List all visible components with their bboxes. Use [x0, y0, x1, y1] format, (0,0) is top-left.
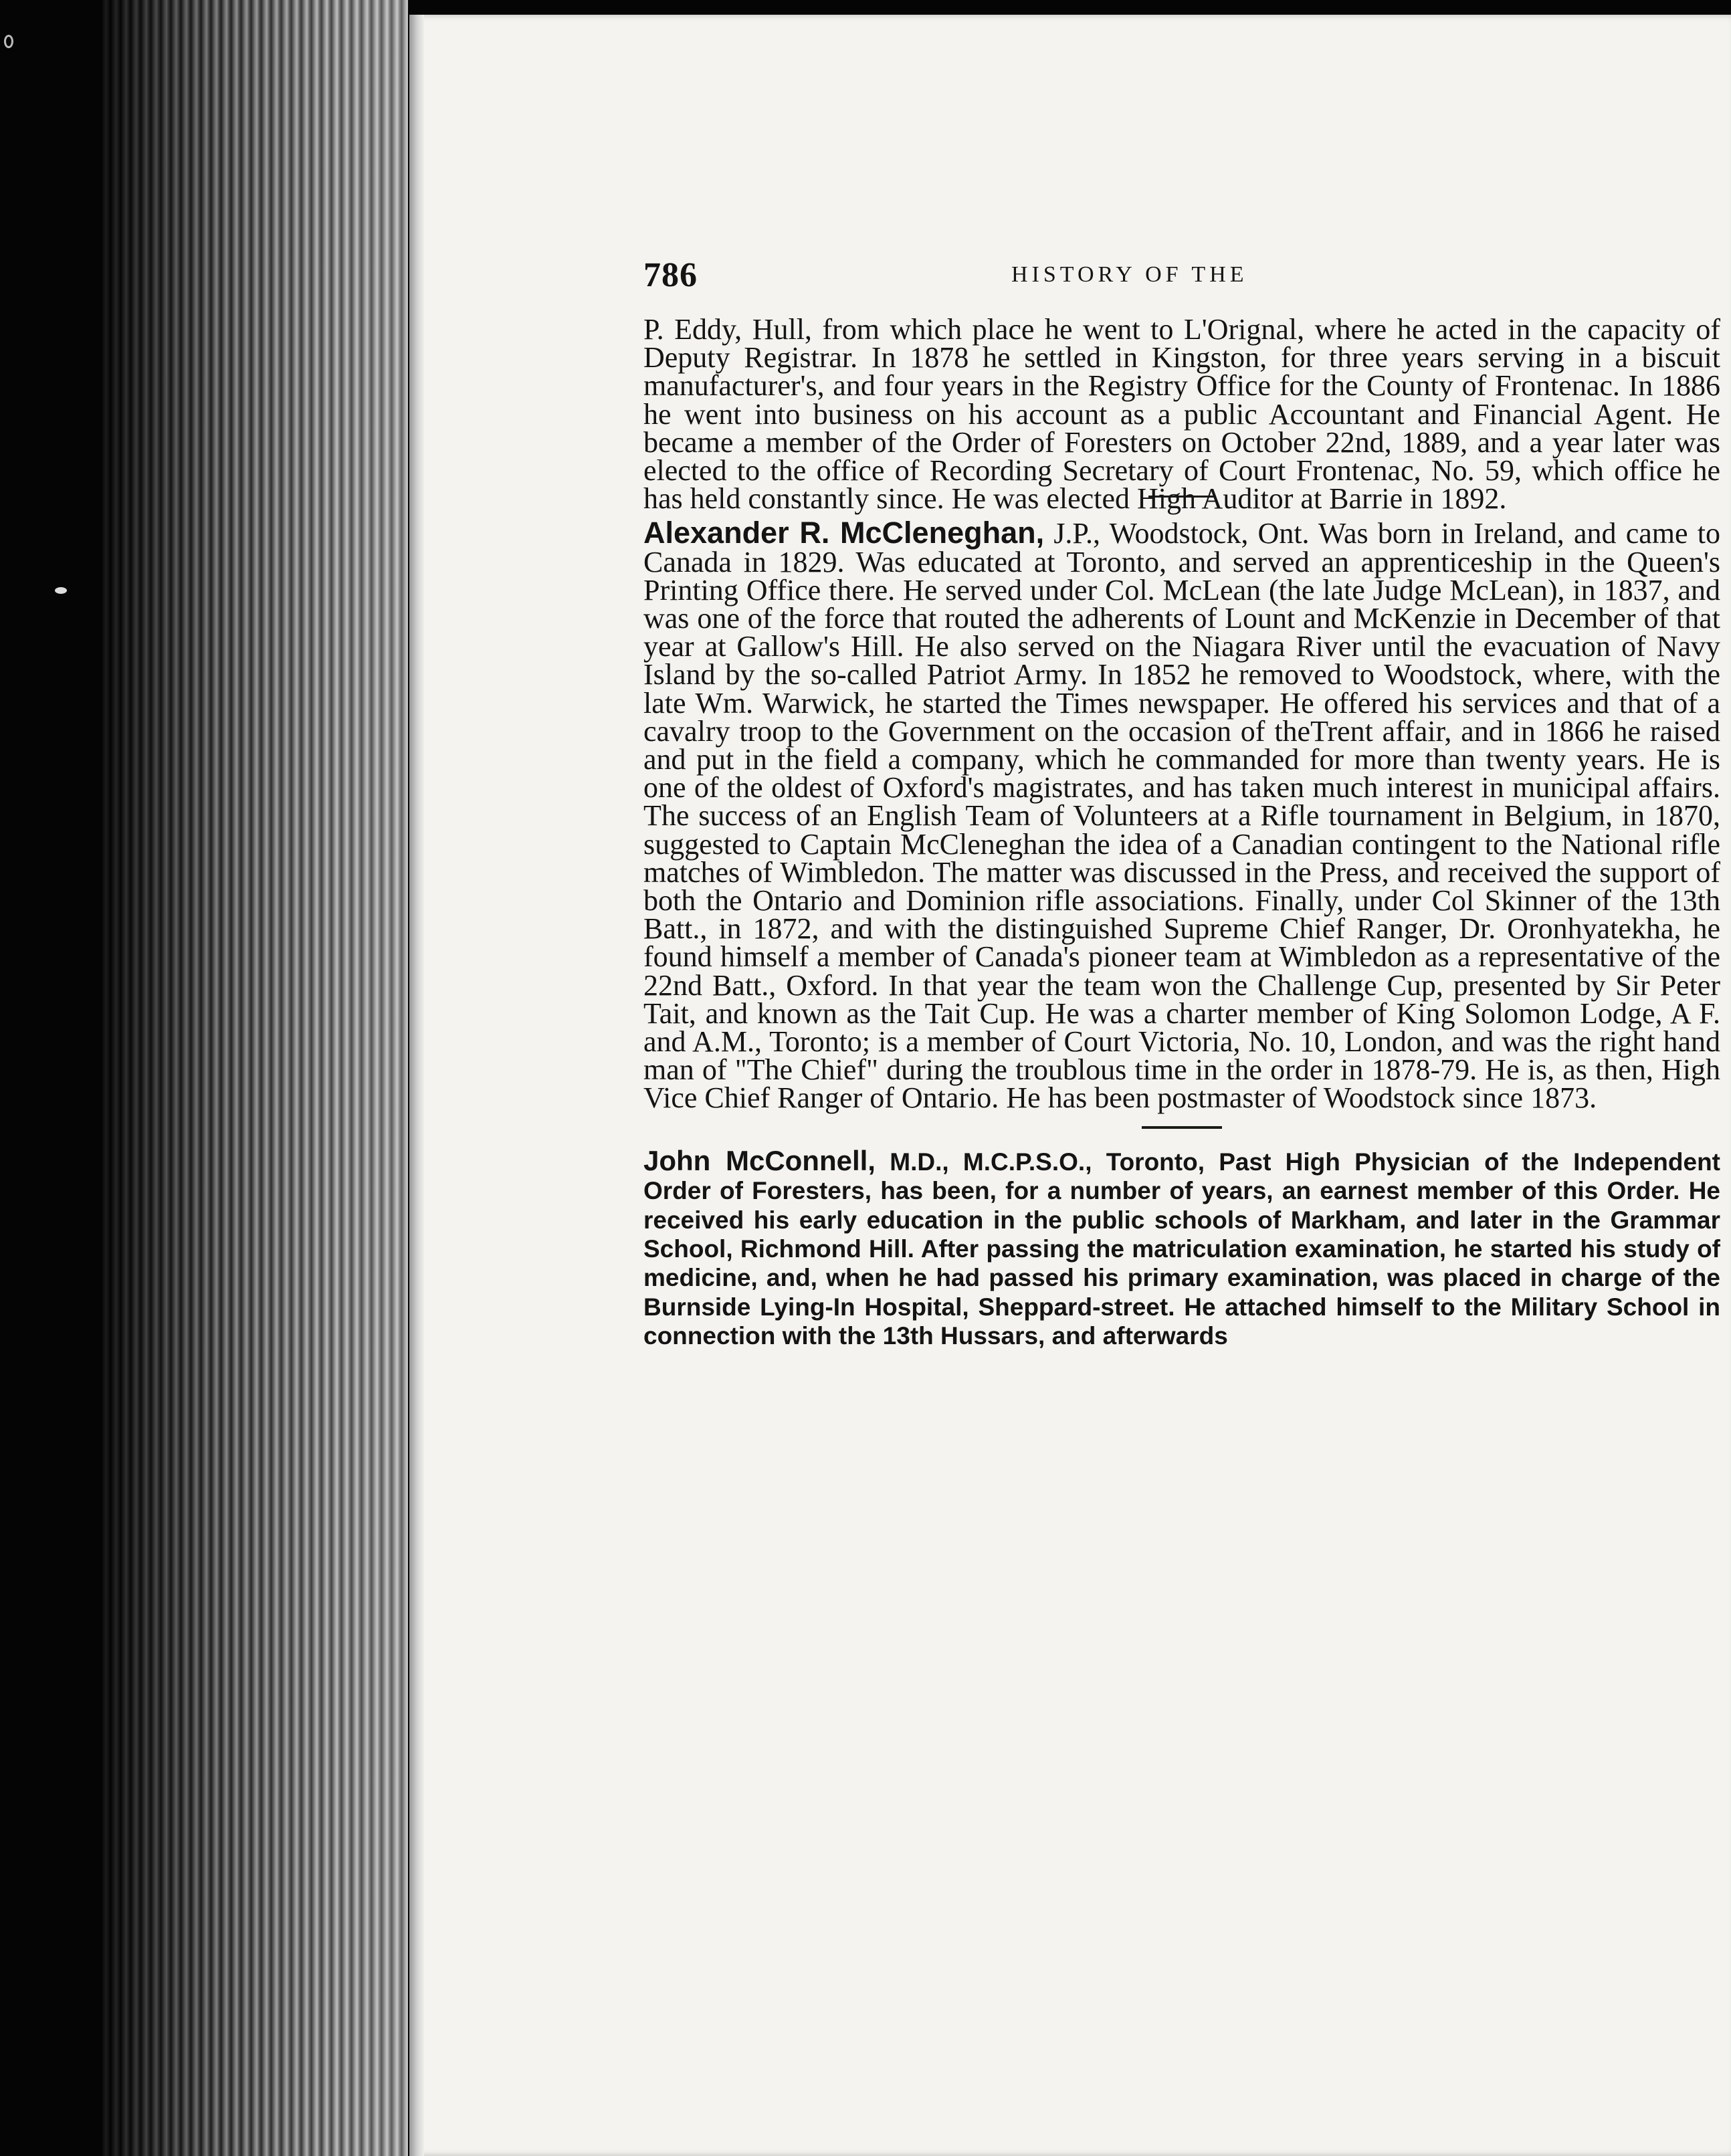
entry-text: M.D., M.C.P.S.O., Toronto, Past High Physician of the Independent Order of Foresters, has been, for a number of years, an earnest member of this Order. He received his early education in the public schools of Markham, and later in the Grammar School, Richmond Hill. After passing the matriculation examination, he started his study of medicine, and, when he had passed his primary examination, was placed in charge of the Burnside Lying-In Hospital, Sheppard-street. He attached himself to the Military School in connection with the 13th Hussars, and afterwards [643, 1148, 1721, 1350]
entry-text: J.P., Woodstock, Ont. Was born in Ireland, and came to Canada in 1829. Was educated at Toronto, and served an apprenticeship in the Queen's Printing Office there. He served under Col. McLean (the late Judge McLean), in 1837, and was one of the force that routed the adherents of Lount and McKenzie in December of that year at Gallow's Hill. He also served on the Niagara River until the evacuation of Navy Island by the so-called Patriot Army. In 1852 he removed to Woodstock, where, with the late Wm. Warwick, he started the Times newspaper. He offered his services and that of a cavalry troop to the Government on the occasion of theTrent affair, and in 1866 he raised and put in the field a company, which he commanded for more than twenty years. He is one of the oldest of Oxford's magistrates, and has taken much interest in municipal affairs. The success of an English Team of Volunteers at a Rifle tournament in Belgium, in 1870, suggested to Captain McCleneghan the idea of a Canadian contingent to the National rifle matches of Wimbledon. The matter was discussed in the Press, and received the support of both the Ontario and Dominion rifle associations. Finally, under Col Skinner of the 13th Batt., in 1872, and with the distinguished Supreme Chief Ranger, Dr. Oronhyatekha, he found himself a member of Canada's pioneer team at Wimbledon as a representative of the 22nd Batt., Oxford. In that year the team won the Challenge Cup, presented by Sir Peter Tait, and known as the Tait Cup. He was a charter member of King Solomon Lodge, A F. and A.M., Toronto; is a member of Court Victoria, No. 10, London, and was the right hand man of "The Chief" during the troublous time in the order in 1878-79. He is, as then, High Vice Chief Ranger of Ontario. He has been postmaster of Woodstock since 1873. [643, 517, 1720, 1115]
section-divider [1142, 1126, 1222, 1129]
book-page-edges [100, 0, 408, 2156]
paragraph-mcconnell [643, 1146, 1720, 1351]
entry-name: John McConnell, [643, 1144, 876, 1176]
page-content [643, 255, 1720, 1351]
film-speck [55, 587, 67, 594]
page-number: 786 [643, 256, 698, 294]
entry-name: Alexander R. McCleneghan, [643, 516, 1045, 550]
film-corner-mark [4, 35, 13, 48]
running-head [643, 255, 1720, 316]
book-page [409, 15, 1731, 2156]
paragraph-mccleneghan [643, 516, 1720, 1115]
running-head-title: HISTORY OF THE [1011, 262, 1248, 287]
paragraph-eddy-continuation: P. Eddy, Hull, from which place he went to L'Orignal, where he acted in the capacity of Deputy Registrar. In 1878 he settled in Kingston, for three years serving in a biscuit manufacturer's, and four years in the Registry Office for the County of Frontenac. In 1886 he went into business on his account as a public Accountant and Financial Agent. He became a member of the Order of Foresters on October 22nd, 1889, and a year later was elected to the office of Recording Secretary of Court Frontenac, No. 59, which office he has held constantly since. He was elected High Auditor at Barrie in 1892. [643, 313, 1720, 516]
